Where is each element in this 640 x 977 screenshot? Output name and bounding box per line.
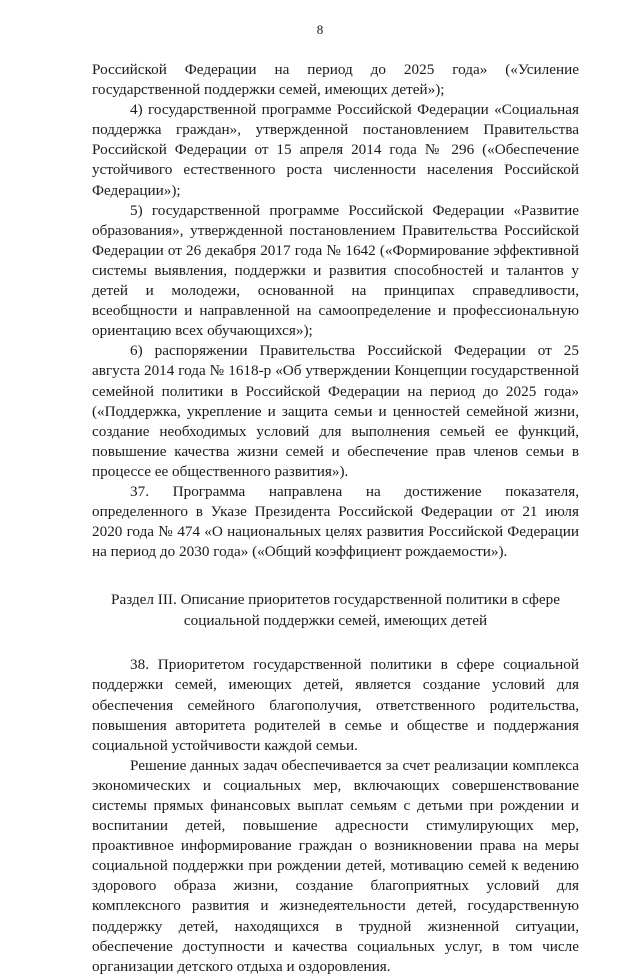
- section-heading-line-1: Раздел III. Описание приоритетов государственной политики в сфере: [111, 591, 560, 609]
- section-heading-line-2: социальной поддержки семей, имеющих детей: [183, 612, 488, 630]
- paragraph-38: 38. Приоритетом государственной политики в сфере социальной поддержки семей, имеющих детей, является создание условий для обеспечения семейного благополучия, ответственного родительства, повышения авторитета родителей в семье и обществе и поддержания социальной устойчивости каждой семьи.: [92, 656, 579, 754]
- document-body: [92, 60, 579, 977]
- section-heading: [92, 589, 579, 631]
- paragraph-item-6: 6) распоряжении Правительства Российской Федерации от 25 августа 2014 года № 1618-р «Об утверждении Концепции государственной семейной политики в Российской Федерации на период до 2025 года» («Поддержка, укрепление и защита семьи и ценностей семейной жизни, создание необходимых условий для выполнения семьей ее функций, повышение качества жизни семей и обеспечение прав членов семьи в процессе ее общественного развития»).: [92, 342, 579, 480]
- paragraph-continuation: Российской Федерации на период до 2025 года» («Усиление государственной поддержки семей, имеющих детей»);: [92, 61, 579, 99]
- page-number: 8: [316, 22, 324, 37]
- paragraph-item-4: 4) государственной программе Российской Федерации «Социальная поддержка граждан», утвержденной постановлением Правительства Российской Федерации от 15 апреля 2014 года № 296 («Обеспечение устойчивого естественного роста численности населения Российской Федерации»);: [92, 101, 579, 199]
- paragraph-item-5: 5) государственной программе Российской Федерации «Развитие образования», утвержденной постановлением Правительства Российской Федерации от 26 декабря 2017 года № 1642 («Формирование эффективной системы выявления, поддержки и развития способностей и талантов у детей и молодежи, основанной на принципах справедливости, всеобщности и направленной на самоопределение и профессиональную ориентацию всех обучающихся»);: [92, 201, 579, 340]
- paragraph-37: 37. Программа направлена на достижение показателя, определенного в Указе Президента Российской Федерации от 21 июля 2020 года № 474 «О национальных целях развития Российской Федерации на период до 2030 года» («Общий коэффициент рождаемости»).: [92, 482, 579, 561]
- paragraph-measures: Решение данных задач обеспечивается за счет реализации комплекса экономических и социальных мер, включающих совершенствование системы прямых финансовых выплат семьям с детьми при рождении и воспитании детей, повышение адресности стимулирующих мер, проактивное информирование граждан о возникновении права на меры социальной поддержки при рождении детей, мотивацию семей к ведению здорового образа жизни, создание благоприятных условий для комплексного развития и жизнедеятельности детей, государственную поддержку детей, находящихся в трудной жизненной ситуации, обеспечение доступности и качества социальных услуг, в том числе организации детского отдыха и оздоровления.: [92, 756, 579, 975]
